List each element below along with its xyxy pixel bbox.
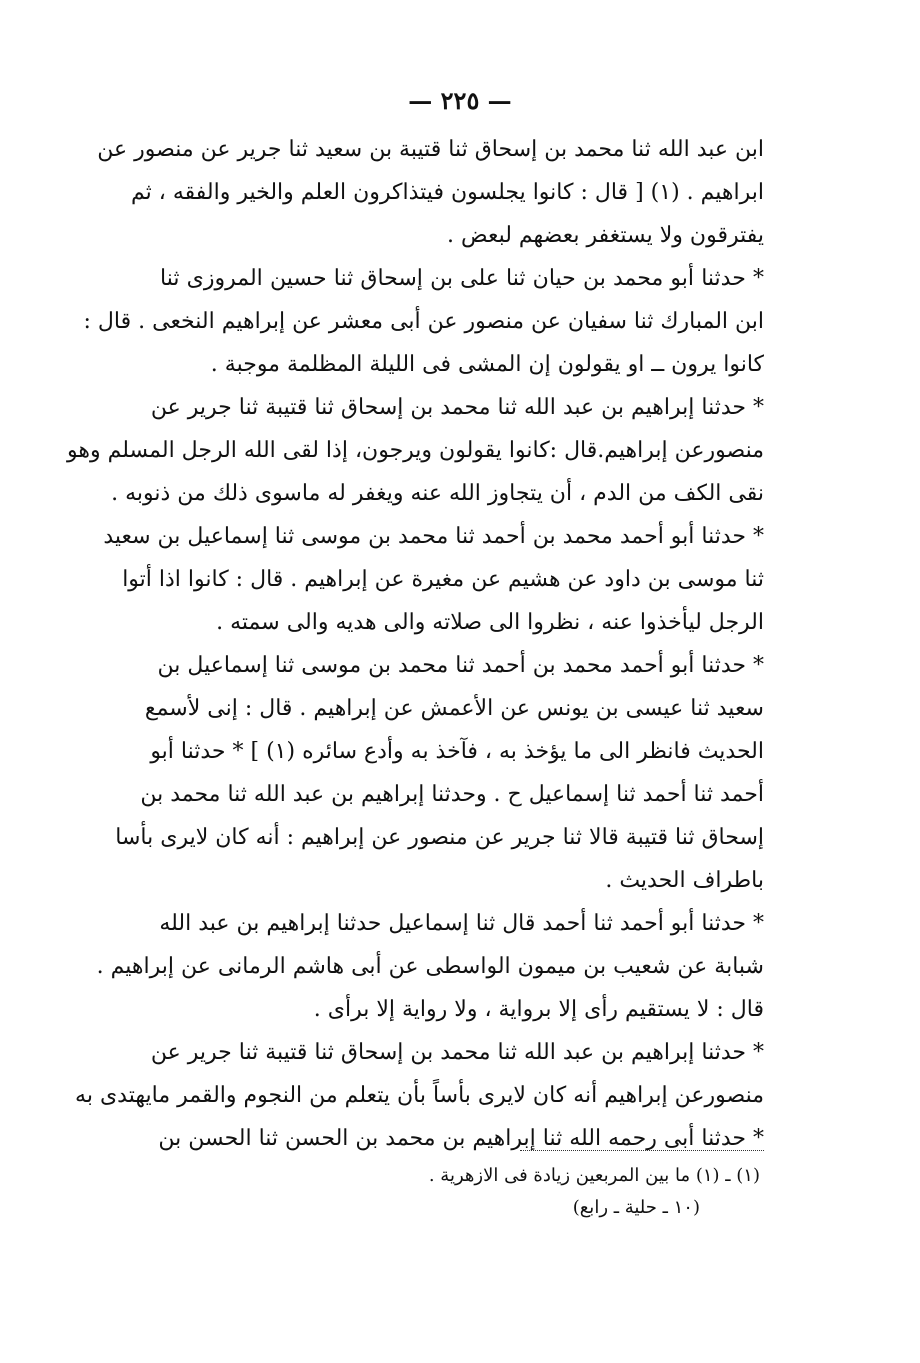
footnotes: [300, 1160, 760, 1224]
text-line: سعيد ثنا عيسى بن يونس عن الأعمش عن إبراهيم . قال : إنى لأسمع: [144, 696, 764, 721]
text-line: كانوا يرون ــ او يقولون إن المشى فى الليلة المظلمة موجبة .: [210, 352, 764, 377]
footnote-separator: [520, 1150, 764, 1151]
body-text: [67, 128, 764, 1160]
text-line: * حدثنا أبو أحمد محمد بن أحمد ثنا محمد بن موسى ثنا إسماعيل بن: [157, 653, 764, 678]
text-line: شبابة عن شعيب بن ميمون الواسطى عن أبى هاشم الرمانى عن إبراهيم .: [96, 954, 764, 979]
text-line: باطراف الحديث .: [605, 868, 764, 893]
text-line: * حدثنا إبراهيم بن عبد الله ثنا محمد بن إسحاق ثنا قتيبة ثنا جرير عن: [150, 395, 764, 420]
text-line: الحديث فانظر الى ما يؤخذ به ، فآخذ به وأدع سائره (١) ] * حدثنا أبو: [150, 739, 764, 764]
text-line: * حدثنا أبو أحمد محمد بن أحمد ثنا محمد بن موسى ثنا إسماعيل بن سعيد: [103, 524, 764, 549]
text-line: قال : لا يستقيم رأى إلا برواية ، ولا رواية إلا برأى .: [313, 997, 764, 1022]
text-line: إسحاق ثنا قتيبة قالا ثنا جرير عن منصور عن إبراهيم : أنه كان لايرى بأسا: [115, 825, 764, 850]
text-line: يفترقون ولا يستغفر بعضهم لبعض .: [447, 223, 764, 248]
text-line: * حدثنا أبو محمد بن حيان ثنا على بن إسحاق ثنا حسين المروزى ثنا: [160, 266, 764, 291]
footnote-line: (١٠ ـ حلية ـ رابع): [572, 1197, 700, 1218]
page-number: — ٢٢٥ —: [408, 86, 512, 115]
text-line: ابن المبارك ثنا سفيان عن منصور عن أبى معشر عن إبراهيم النخعى . قال :: [83, 309, 764, 334]
footnote-line: (١) ـ (١) ما بين المربعين زيادة فى الازهرية .: [428, 1165, 760, 1186]
text-line: * حدثنا أبى رحمه الله ثنا إبراهيم بن محمد بن الحسن ثنا الحسن بن: [158, 1126, 764, 1151]
text-line: ثنا موسى بن داود عن هشيم عن مغيرة عن إبراهيم . قال : كانوا اذا أتوا: [122, 567, 764, 592]
text-line: نقى الكف من الدم ، أن يتجاوز الله عنه ويغفر له ماسوى ذلك من ذنوبه .: [111, 481, 764, 506]
text-line: ابراهيم . (١) [ قال : كانوا يجلسون فيتذاكرون العلم والخير والفقه ، ثم: [131, 180, 764, 205]
text-line: ابن عبد الله ثنا محمد بن إسحاق ثنا قتيبة بن سعيد ثنا جرير عن منصور عن: [97, 137, 764, 162]
text-line: * حدثنا أبو أحمد ثنا أحمد قال ثنا إسماعيل حدثنا إبراهيم بن عبد الله: [159, 911, 764, 936]
text-line: أحمد ثنا أحمد ثنا إسماعيل ح . وحدثنا إبراهيم بن عبد الله ثنا محمد بن: [140, 782, 764, 807]
text-line: الرجل ليأخذوا عنه ، نظروا الى صلاته والى هديه والى سمته .: [216, 610, 764, 635]
text-line: منصورعن إبراهيم أنه كان لايرى بأساً بأن يتعلم من النجوم والقمر مايهتدى به: [75, 1083, 764, 1108]
text-line: منصورعن إبراهيم.قال :كانوا يقولون ويرجون، إذا لقى الله الرجل المسلم وهو: [67, 438, 764, 463]
text-line: * حدثنا إبراهيم بن عبد الله ثنا محمد بن إسحاق ثنا قتيبة ثنا جرير عن: [150, 1040, 764, 1065]
